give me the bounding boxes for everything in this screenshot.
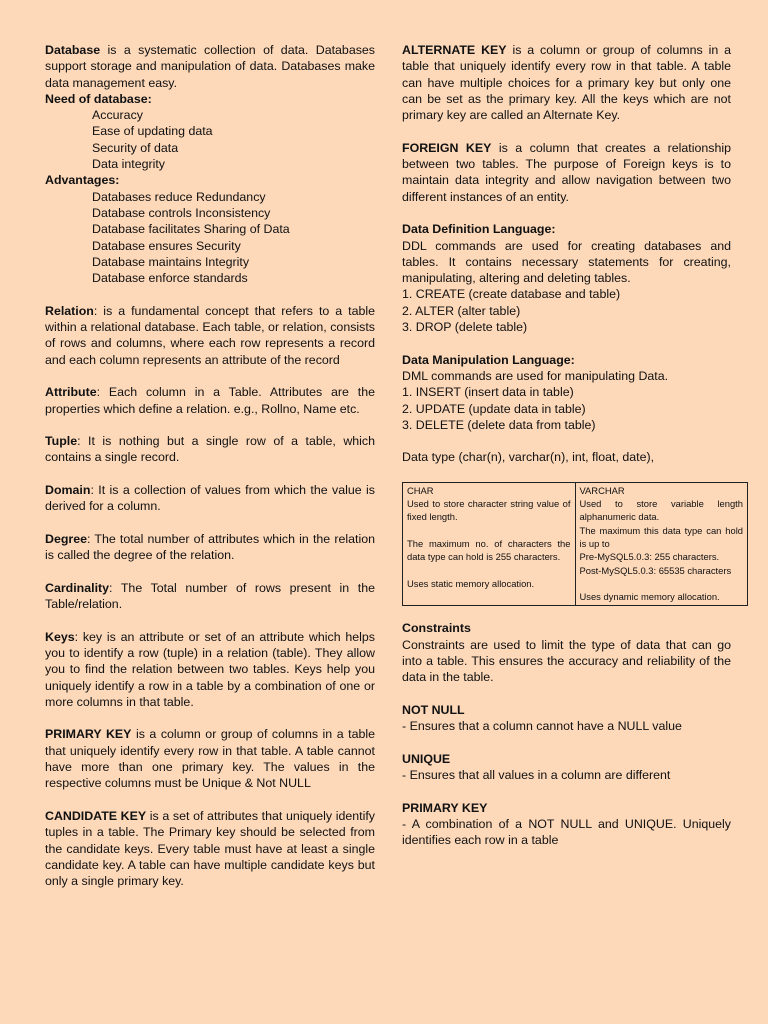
need-item: Security of data [92,140,179,155]
advantages-title: Advantages: [45,173,120,188]
varchar-desc: Used to store variable length alphanumeric data. [579,498,743,523]
attribute-definition: Attribute: Each column in a Table. Attributes are the properties which define a relation. e.g., Rollno, Name etc. [45,385,375,416]
tuple-definition: Tuple: It is nothing but a single row of a table, which contains a single record. [45,434,375,465]
advantage-item: Database controls Inconsistency [92,205,271,220]
not-null-text: - Ensures that a column cannot have a NULL value [402,719,682,734]
varchar-memory: Uses dynamic memory allocation. [579,591,720,603]
advantage-item: Database ensures Security [92,238,241,253]
keys-definition: Keys: key is an attribute or set of an attribute which helps you to identify a row (tuple) in a relation (table). They allow you to find the relation between two tables. Keys help you uniquely identify a row in a table by a combination of one or more columns in that table. [45,629,375,709]
alternate-key-definition: ALTERNATE KEY is a column or group of columns in a table that uniquely identify every row in that table. A table can have multiple choices for a primary key but only one can be set as the primary key. All the keys which are not primary key are called an Alternate Key. [402,43,732,123]
char-header: CHAR [407,484,434,496]
ddl-item: 1. CREATE (create database and table) [402,287,621,302]
right-column [402,42,743,849]
constraints-text: Constraints are used to limit the type of data that can go into a table. This ensures the accuracy and reliability of the data in the table. [402,637,731,685]
char-max: The maximum no. of characters the data type can hold is 255 characters. [407,537,571,563]
candidate-key-definition: CANDIDATE KEY is a set of attributes that uniquely identify tuples in a table. The Primary key should be selected from the candidate keys. Every table must have at least a single candidate key. A table can have multiple candidate keys but only a single primary key. [45,808,376,889]
relation-definition: Relation: is a fundamental concept that refers to a table within a relational database. Each table, or relation, consists of rows and columns, where each row represents a record and each column represents an attribute of the record [45,303,375,367]
need-title: Need of database: [45,91,152,106]
dml-item: 1. INSERT (insert data in table) [402,385,574,400]
varchar-header: VARCHAR [579,484,625,496]
dml-item: 2. UPDATE (update data in table) [402,401,586,416]
char-desc: Used to store character string value of fixed length. [407,498,571,523]
varchar-post: Post-MySQL5.0.3: 65535 characters [579,564,732,576]
need-item: Ease of updating data [92,124,213,139]
dml-item: 3. DELETE (delete data from table) [402,417,596,432]
varchar-cell [575,482,748,606]
cardinality-definition: Cardinality: The Total number of rows present in the Table/relation. [45,580,375,612]
dml-text: DML commands are used for manipulating Data. [402,368,669,383]
need-item: Accuracy [92,108,143,123]
advantage-item: Database enforce standards [92,271,248,286]
advantage-item: Database maintains Integrity [92,254,250,269]
datatype-line: Data type (char(n), varchar(n), int, float, date), [402,450,655,465]
advantage-item: Database facilitates Sharing of Data [92,222,290,237]
primary-key-definition: PRIMARY KEY is a column or group of columns in a table that uniquely identify every row in that table. A table cannot have more than one primary key. The values in the respective columns must be Unique & Not NULL [45,727,375,791]
degree-definition: Degree: The total number of attributes which in the relation is called the degree of the relation. [45,531,375,563]
constraints-title: Constraints [402,621,471,636]
char-varchar-table [402,482,748,607]
left-column [45,42,375,889]
domain-definition: Domain: It is a collection of values from which the value is derived for a column. [45,483,375,514]
varchar-max: The maximum this data type can hold is up to [579,524,743,549]
foreign-key-definition: FOREIGN KEY is a column that creates a relationship between two tables. The purpose of Foreign keys is to maintain data integrity and allow navigation between two different instances of an entity. [402,140,731,204]
dml-title: Data Manipulation Language: [402,352,575,367]
ddl-text: DDL commands are used for creating databases and tables. It contains necessary statements for creating, manipulating, altering and deleting tables. [402,238,731,286]
unique-text: - Ensures that all values in a column are different [402,768,671,783]
table-row [403,482,748,606]
pk-constraint-text: - A combination of a NOT NULL and UNIQUE. Uniquely identifies each row in a table [402,816,731,848]
need-item: Data integrity [92,157,166,172]
term-database: Database [45,43,101,57]
char-cell [403,482,576,606]
database-definition: Database is a systematic collection of data. Databases support storage and manipulation of data. Databases make data management easy. [45,43,375,90]
not-null-title: NOT NULL [402,702,465,717]
varchar-pre: Pre-MySQL5.0.3: 255 characters. [579,551,720,563]
char-memory: Uses static memory allocation. [407,577,535,589]
ddl-title: Data Definition Language: [402,222,556,237]
advantage-item: Databases reduce Redundancy [92,189,266,204]
ddl-item: 2. ALTER (alter table) [402,303,521,318]
pk-constraint-title: PRIMARY KEY [402,800,488,815]
ddl-item: 3. DROP (delete table) [402,320,528,335]
unique-title: UNIQUE [402,751,451,766]
